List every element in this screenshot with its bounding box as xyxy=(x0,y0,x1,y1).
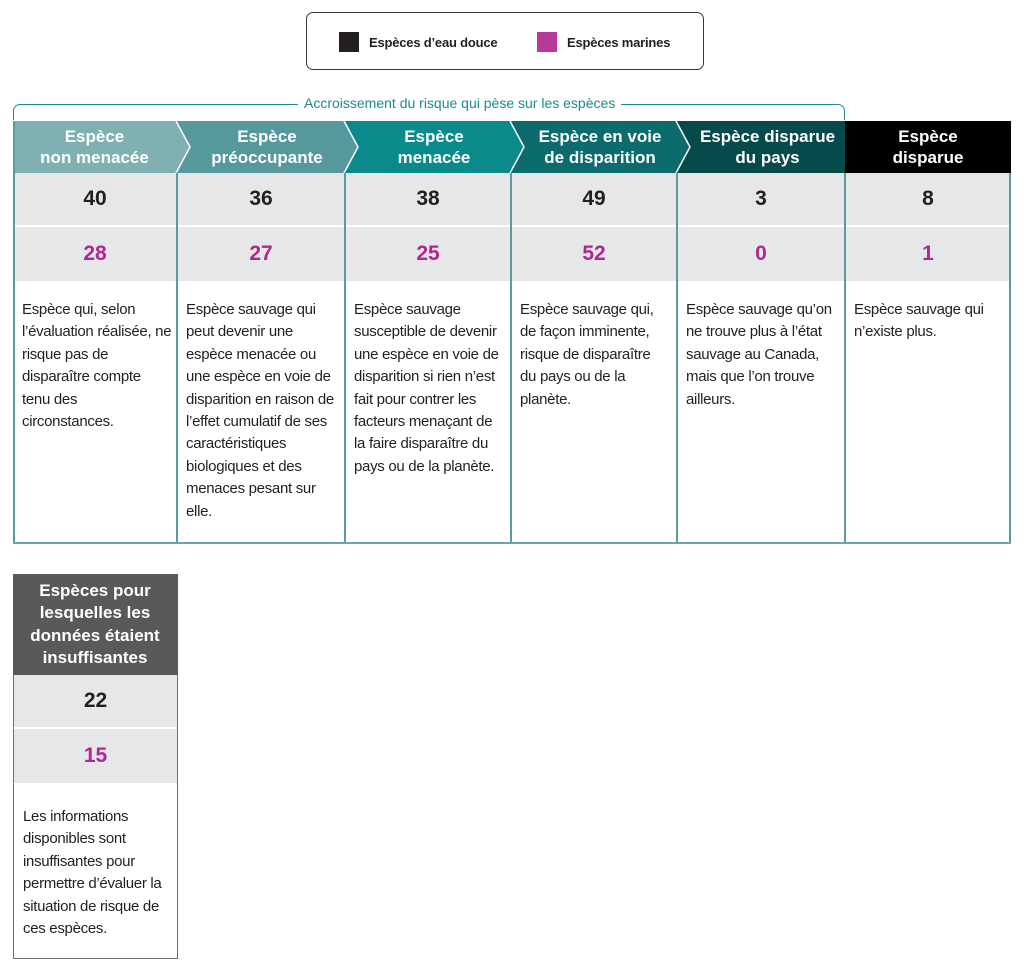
marine-row xyxy=(13,227,1011,281)
freshwater-value-menacee: 38 xyxy=(416,187,440,210)
freshwater-value-disparue: 8 xyxy=(922,187,934,210)
grid-line xyxy=(344,173,346,544)
marine-swatch-icon xyxy=(537,32,557,52)
legend xyxy=(306,12,704,70)
freshwater-value-preoccupante: 36 xyxy=(249,187,273,210)
header-disparue-pays: Espèce disparue du pays xyxy=(699,127,836,167)
header-menacee: Espèce menacée xyxy=(397,127,471,167)
table-bottom-border xyxy=(13,542,1011,544)
header-voie-disparition: Espèce en voie de disparition xyxy=(538,127,662,167)
freshwater-value-voie-disparition: 49 xyxy=(582,187,606,210)
legend-item-freshwater xyxy=(339,32,497,52)
description-preoccupante: Espèce sauvage qui peut devenir une espèce menacée ou une espèce en voie de disparition en raison de l’effet cumulatif de ses caractéristiques biologiques et des menaces pesant sur elle. xyxy=(186,301,334,520)
freshwater-value-disparue-pays: 3 xyxy=(755,187,767,210)
description-voie-disparition: Espèce sauvage qui, de façon imminente, risque de disparaître du pays ou de la planète. xyxy=(520,301,654,408)
legend-label-freshwater: Espèces d’eau douce xyxy=(369,34,498,50)
status-table xyxy=(13,121,1011,544)
marine-value-menacee: 25 xyxy=(416,242,440,265)
grid-line xyxy=(676,173,678,544)
description-disparue: Espèce sauvage qui n’existe plus. xyxy=(854,301,984,341)
data-deficient-marine-value: 15 xyxy=(14,729,177,783)
risk-bracket-label: Accroissement du risque qui pèse sur les espèces xyxy=(298,95,621,111)
header-disparue: Espèce disparue xyxy=(892,127,964,167)
data-deficient-description: Les informations disponibles sont insuffisantes pour permettre d’évaluer la situation de risque de ces espèces. xyxy=(23,808,162,938)
description-non-menacee: Espèce qui, selon l’évaluation réalisée, ne risque pas de disparaître compte tenu des circonstances. xyxy=(22,301,172,431)
grid-line xyxy=(176,173,178,544)
description-disparue-pays: Espèce sauvage qu’on ne trouve plus à l’état sauvage au Canada, mais que l’on trouve ailleurs. xyxy=(686,301,832,408)
legend-label-marine: Espèces marines xyxy=(567,34,671,50)
description-menacee: Espèce sauvage susceptible de devenir une espèce en voie de disparition si rien n’est fait pour contrer les facteurs menaçant de la faire disparaître du pays ou de la planète. xyxy=(354,301,499,475)
grid-line xyxy=(844,173,846,544)
grid-line xyxy=(1009,173,1011,544)
freshwater-row xyxy=(13,173,1011,225)
data-deficient-box xyxy=(13,574,178,959)
grid-line xyxy=(510,173,512,544)
freshwater-swatch-icon xyxy=(339,32,359,52)
legend-item-marine xyxy=(537,32,670,52)
data-deficient-header: Espèces pour lesquelles les données étaient insuffisantes xyxy=(13,574,178,675)
freshwater-value-non-menacee: 40 xyxy=(83,187,107,210)
marine-value-voie-disparition: 52 xyxy=(582,242,606,265)
data-deficient-freshwater-value: 22 xyxy=(14,675,177,727)
marine-value-preoccupante: 27 xyxy=(249,242,273,265)
header-preoccupante: Espèce préoccupante xyxy=(211,127,323,167)
grid-line xyxy=(13,121,15,544)
header-non-menacee: Espèce non menacée xyxy=(40,127,149,167)
marine-value-disparue-pays: 0 xyxy=(755,242,767,265)
marine-value-non-menacee: 28 xyxy=(83,242,107,265)
marine-value-disparue: 1 xyxy=(922,242,934,265)
